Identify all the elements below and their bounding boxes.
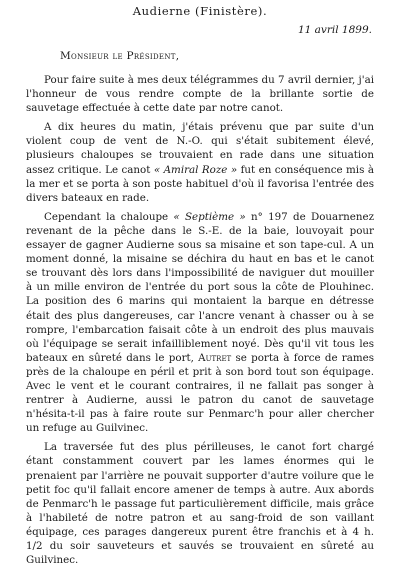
letter-salutation: Monsieur le Président, [60, 50, 180, 62]
document-heading: Audierne (Finistère). [132, 4, 268, 18]
paragraph-text: Pour faire suite à mes deux télégrammes du 7 avril dernier, j'ai l'honneur de vous rendre compte de la brillante sortie de sauvetage effectuée à cette date par notre canot. [26, 74, 374, 115]
body-paragraph [26, 210, 374, 436]
body-paragraph [26, 440, 374, 567]
letter-date: 11 avril 1899. [297, 24, 372, 36]
paragraph-text: n° 197 de Douarnenez revenant de la pêche dans le S.-E. de la baie, louvoyait pour essayer de gagner Audierne sous sa misaine et son tape-cul. A un moment donné, la misaine se déchira du haut en bas et le canot se trouvant dès lors dans l'impossibilité de naviguer dut mouiller à un mille environ de l'entrée du port sous la côte de Plouhinec. La position des 6 marins qui montaient la barque en détresse était des plus dangereuses, car l'ancre venant à chasser ou à se rompre, l'embarcation faisait côte à un endroit des plus mauvais où l'équipage se serait infailliblement noyé. Dès qu'il vit tous les bateaux en sûreté dans le port, [26, 210, 374, 364]
boat-name: « Amiral Roze » [153, 163, 238, 176]
paragraph-text: A dix heures du matin, j'étais prévenu que par suite d'un violent coup de vent de N.-O. qui s'était subitement élevé, plusieurs chaloupes se trouvaient en rade dans une situation assez critique. Le canot [26, 121, 374, 176]
paragraph-text: La traversée fut des plus périlleuses, le canot fort chargé étant constamment couvert par les lames énormes qui le prenaient par l'arrière ne pouvait supporter d'autre voilure que le petit foc qu'il fallait encore amener de temps à autre. Aux abords de Penmarc'h le passage fut particulièrement difficile, mais grâce à l'habileté de notre patron et au sang-froid de son vaillant équipage, ces parages dangereux purent être franchis et à 4 h. 1/2 du soir sauveteurs et sauvés se trouvaient en sûreté au Guilvinec. [26, 441, 374, 567]
paragraph-text: Cependant la chaloupe [44, 210, 174, 223]
person-name: Autret [198, 351, 232, 364]
letter-body [26, 73, 374, 567]
paragraph-text: fut en conséquence mis à la mer et se porta à son poste habituel d'où il favorisa l'entrée des divers bateaux en rade. [26, 163, 374, 204]
boat-name: « Septième » [173, 210, 246, 223]
paragraph-text: se porta à force de rames près de la chaloupe en péril et prit à son bord tout son équipage. Avec le vent et le courant contraires, il ne fallait pas songer à rentrer à Audierne, aussi le patron du canot de sauvetage n'hésita-t-il pas à faire route sur Penmarc'h pour aller chercher un refuge au Guilvinec. [26, 351, 374, 435]
body-paragraph [26, 120, 374, 205]
body-paragraph [26, 73, 374, 115]
